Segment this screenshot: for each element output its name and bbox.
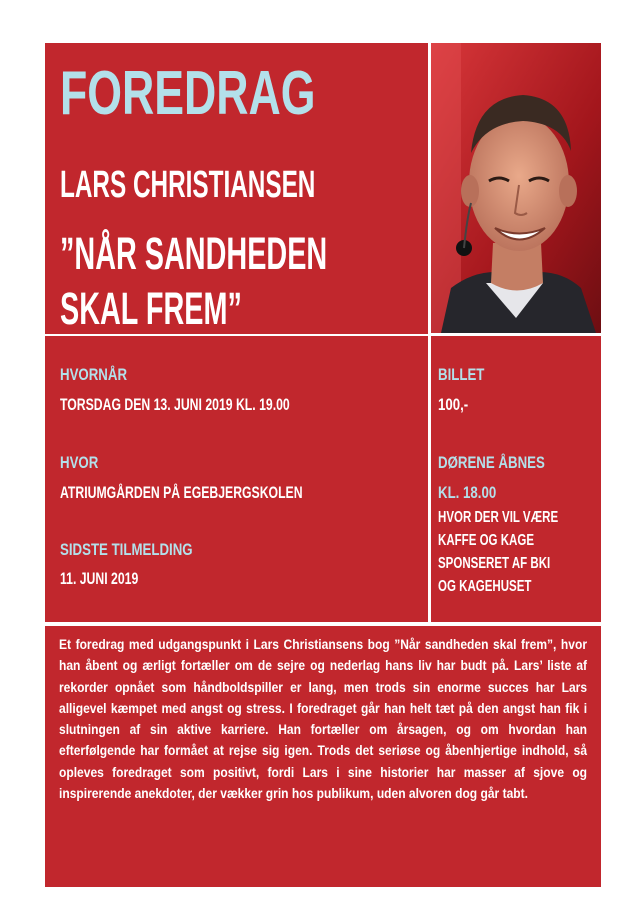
ticket-price: 100,- (438, 395, 469, 414)
title-panel (45, 43, 428, 334)
description-text: Et foredrag med udgangspunkt i Lars Christiansens bog ”Når sandheden skal frem”, hvor han åbent og ærligt fortæller om de sejre og nederlag hans liv har budt på. Lars’ liste af rekorder opnået som håndboldspiller er lang, men trods sin enorme succes har Lars alligevel kæmpet med angst og stress. I foredraget går han helt tæt på den angst han fik i slutningen af sin aktive karriere. Han fortæller om årsagen, og om hvordan han efterfølgende har formået at rejse sig igen. Trods det seriøse og åbenhjertige indhold, så opleves foredraget som positivt, fordi Lars i sine historier har masser af sjove og inspirerende anekdoter, der vækker grin hos publikum, uden alvoren dog går tabt. (59, 636, 588, 802)
speaker-name: LARS CHRISTIANSEN (60, 164, 316, 206)
deadline-value: 11. JUNI 2019 (60, 569, 139, 588)
where-value: ATRIUMGÅRDEN PÅ EGEBJERGSKOLEN (60, 483, 303, 502)
refreshments-note-line1: HVOR DER VIL VÆRE (438, 509, 559, 526)
doors-time: KL. 18.00 (438, 483, 497, 502)
when-label: HVORNÅR (60, 365, 128, 384)
event-info-panel (45, 336, 428, 622)
ticket-info-panel (431, 336, 601, 622)
deadline-label: SIDSTE TILMELDING (60, 540, 193, 559)
refreshments-note-line4: OG KAGEHUSET (438, 578, 532, 595)
doors-label: DØRENE ÅBNES (438, 453, 545, 472)
where-label: HVOR (60, 453, 99, 472)
talk-title-line1: ”NÅR SANDHEDEN (60, 228, 328, 279)
refreshments-note-line3: SPONSERET AF BKI (438, 555, 551, 572)
when-value: TORSDAG DEN 13. JUNI 2019 KL. 19.00 (60, 395, 290, 414)
portrait-illustration (431, 43, 601, 333)
ticket-label: BILLET (438, 365, 485, 384)
refreshments-note-line2: KAFFE OG KAGE (438, 532, 535, 549)
description-panel (45, 626, 601, 887)
event-type-heading: FOREDRAG (60, 59, 316, 128)
speaker-photo (431, 43, 601, 333)
talk-title-line2: SKAL FREM” (60, 283, 242, 334)
